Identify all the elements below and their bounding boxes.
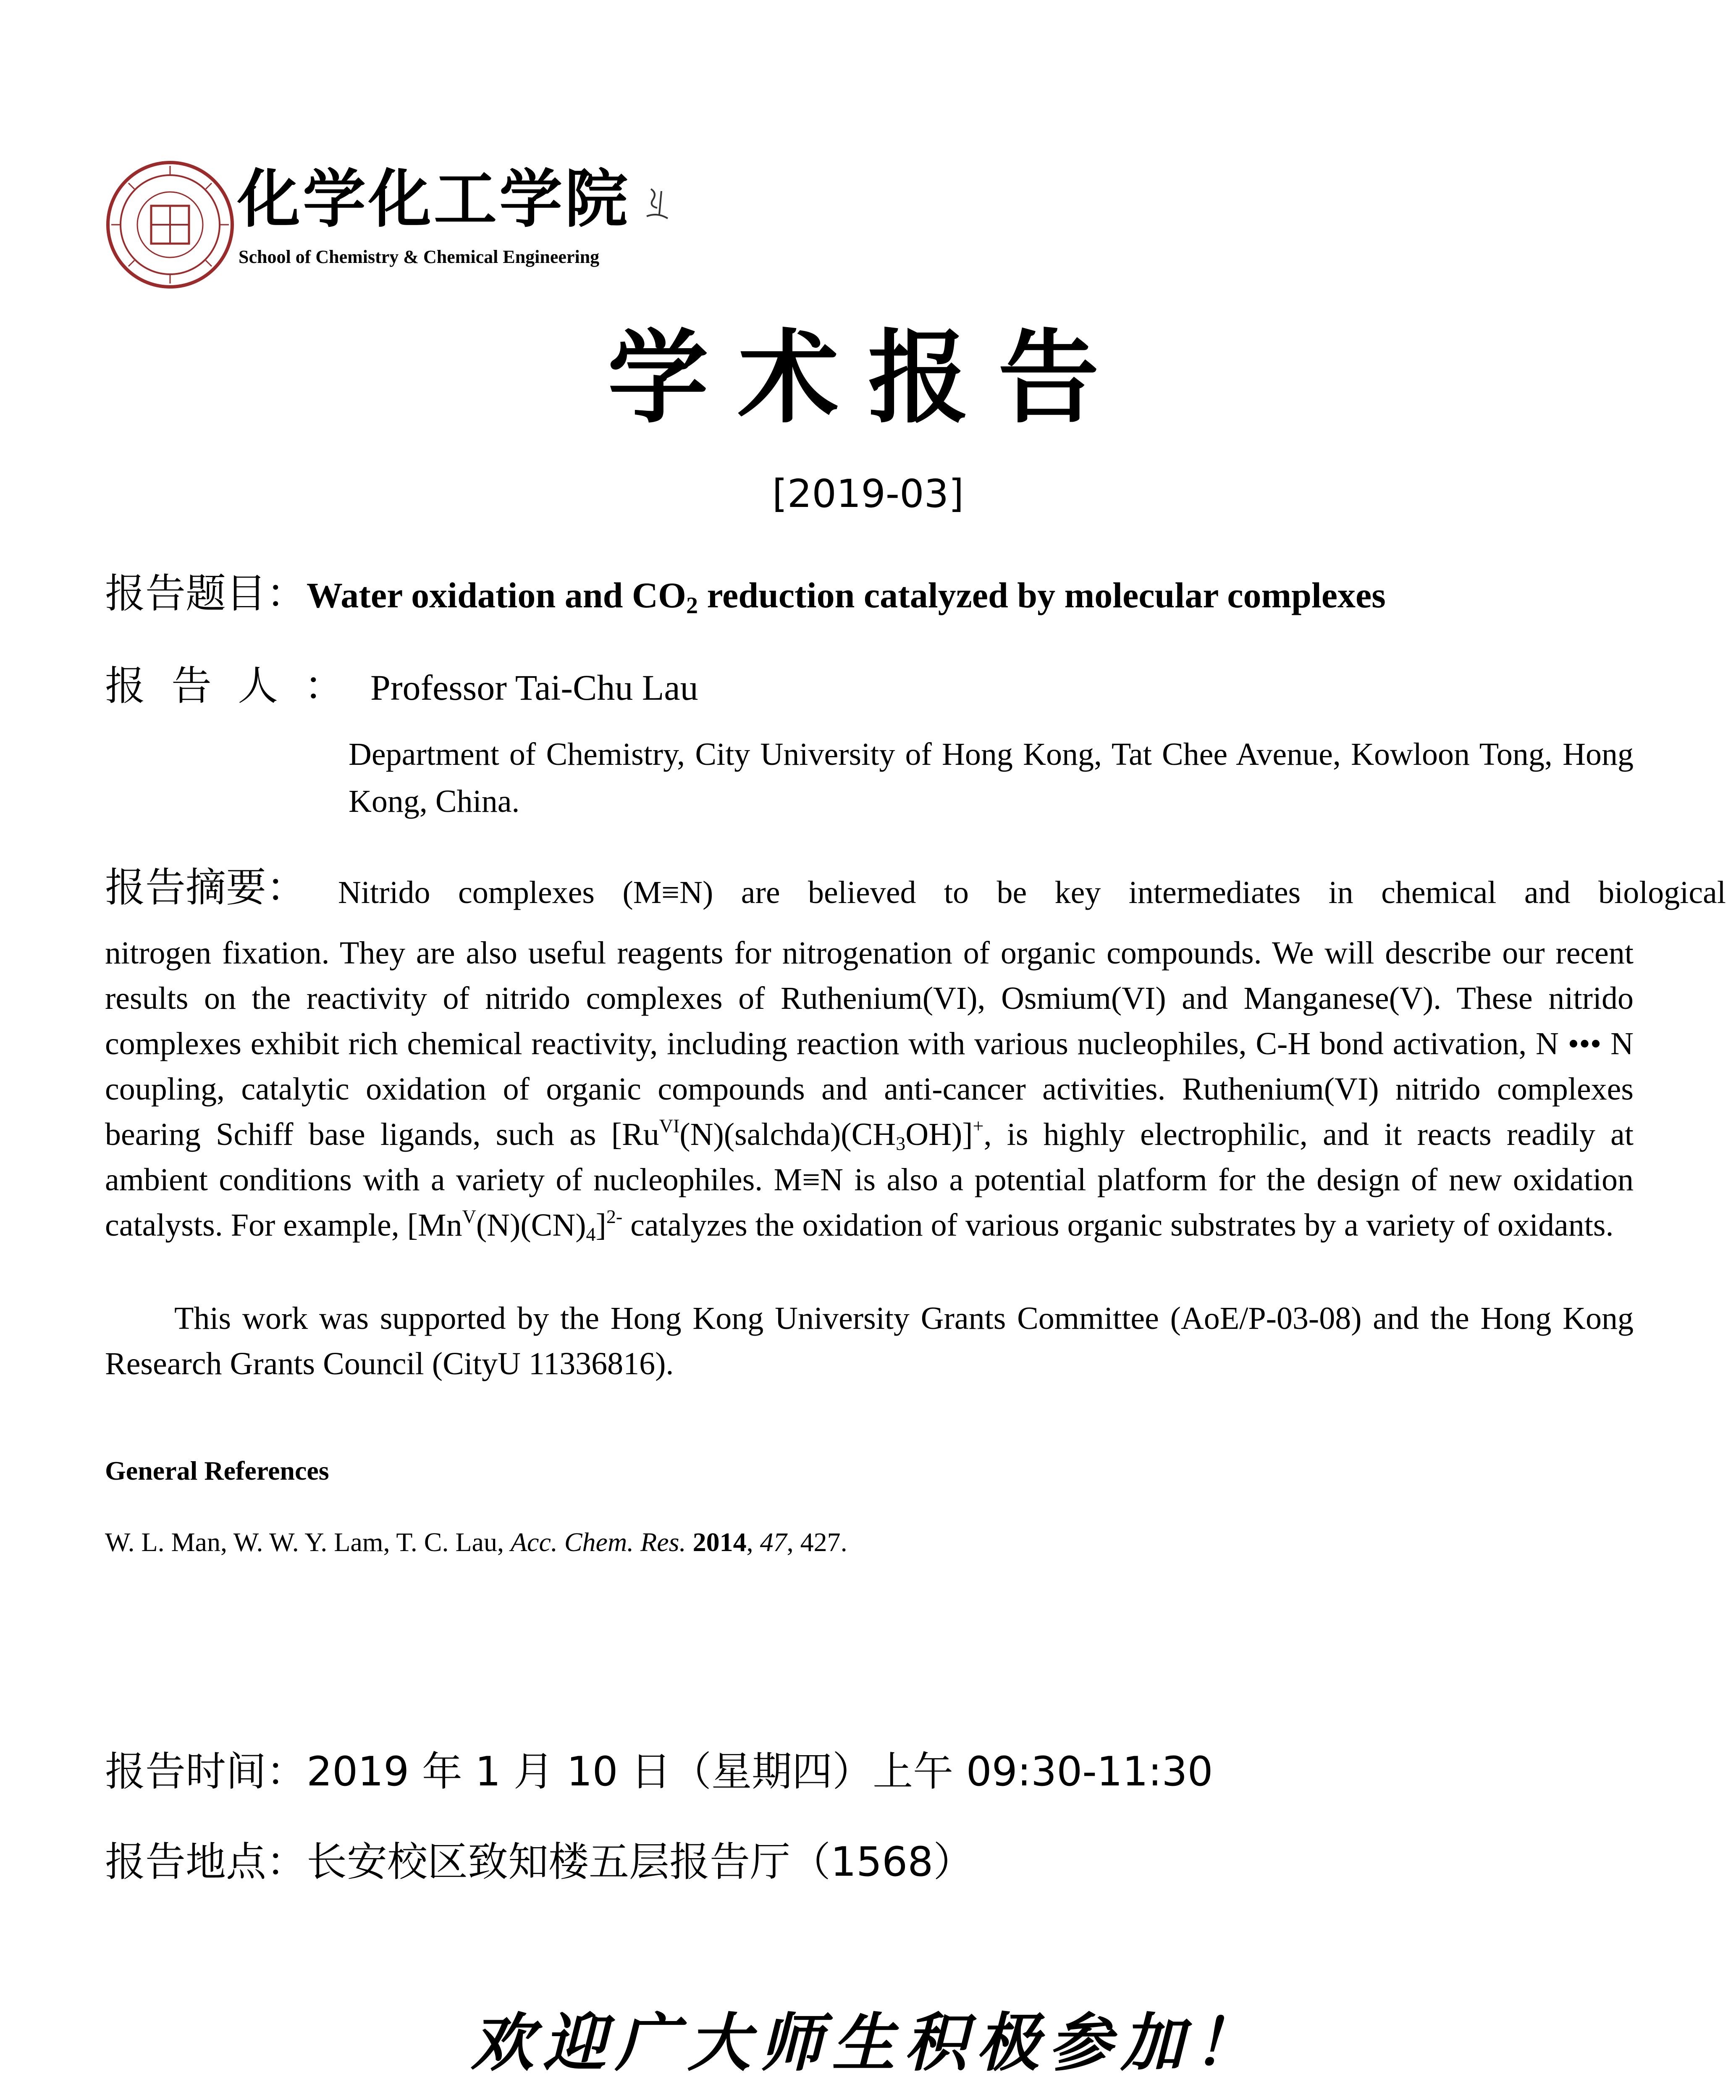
abstract-text-3: OH)]: [905, 1117, 973, 1152]
reference-journal: Acc. Chem. Res.: [510, 1527, 686, 1557]
speaker-row: [105, 662, 698, 709]
abstract-text-4: , is highly electrophilic, and it reacts readily at ambient conditions with a variety of nucleophiles. M≡N is also a potential platform for the design of new oxidation catalysts. For example, [Mn: [105, 1117, 1634, 1243]
title-label: 报告题目：: [105, 570, 307, 617]
place-row: [105, 1838, 974, 1885]
time-row: [105, 1748, 1213, 1795]
report-title: [307, 575, 1386, 619]
abstract-text-7: catalyzes the oxidation of various organic substrates by a variety of oxidants.: [622, 1208, 1614, 1243]
title-part-2: reduction catalyzed by molecular complexes: [698, 575, 1386, 615]
school-logo: [105, 160, 672, 298]
abstract-text-2: (N)(salchda)(CH: [679, 1117, 896, 1152]
reference-item: W. L. Man, W. W. Y. Lam, T. C. Lau, Acc. Chem. Res. 2014, 47, 427.: [105, 1527, 847, 1557]
acknowledgement: This work was supported by the Hong Kong University Grants Committee (AoE/P-03-08) and the Hong Kong Research Grants Council (CityU 11336816).: [105, 1301, 1634, 1381]
abstract-sub-2: 4: [586, 1223, 596, 1245]
abstract-first-line: Nitrido complexes (M≡N) are believed to be key intermediates in chemical and biological: [338, 875, 1726, 910]
school-name-cn: 化学化工学院: [237, 163, 631, 236]
report-number: [2019-03]: [772, 471, 964, 516]
references-heading: General References: [105, 1456, 329, 1486]
school-name-en: School of Chemistry & Chemical Engineering: [239, 247, 600, 267]
title-row: [105, 570, 1386, 619]
place-value: 长安校区致知楼五层报告厅（1568）: [307, 1838, 974, 1885]
title-part-1: Water oxidation and CO: [307, 575, 686, 615]
title-subscript: 2: [686, 593, 698, 619]
welcome-message: 欢迎广大师生积极参加！: [470, 2007, 1265, 2080]
university-seal-icon: [105, 160, 235, 290]
abstract-sup-4: 2-: [606, 1206, 623, 1227]
reference-year: 2014: [692, 1527, 747, 1557]
reference-authors: W. L. Man, W. W. Y. Lam, T. C. Lau,: [105, 1527, 511, 1557]
abstract-sub-1: 3: [896, 1133, 906, 1154]
abstract-text-5: (N)(CN): [476, 1208, 586, 1243]
time-label: 报告时间：: [105, 1748, 307, 1795]
page-heading: 学术报告: [608, 319, 1128, 437]
abstract-label: 报告摘要：: [105, 864, 307, 911]
reference-volume: 47: [760, 1527, 787, 1557]
reference-pages: , 427.: [787, 1527, 847, 1557]
speaker-name: Professor Tai-Chu Lau: [370, 667, 698, 708]
abstract-sup-2: +: [973, 1115, 984, 1137]
abstract-text-6: ]: [595, 1208, 606, 1243]
time-value: 2019 年 1 月 10 日（星期四）上午 09:30-11:30: [307, 1748, 1213, 1795]
abstract-row: [105, 864, 1726, 911]
speaker-affiliation: Department of Chemistry, City University of Hong Kong, Tat Chee Avenue, Kowloon Tong, Hong Kong, China.: [349, 737, 1634, 819]
abstract-sup-3: V: [462, 1206, 476, 1227]
abstract-sup-1: VI: [659, 1115, 680, 1137]
calligraphy-signature-icon: [642, 185, 672, 223]
abstract-text-1: nitrogen fixation. They are also useful reagents for nitrogenation of organic compounds. We will describe our recent results on the reactivity of nitrido complexes of Ruthenium(VI), Osmium(VI) and Manganese(V). These nitrido complexes exhibit rich chemical reactivity, including reaction with various nucleophiles, C-H bond activation, N ••• N coupling, catalytic oxidation of organic compounds and anti-cancer activities. Ruthenium(VI) nitrido complexes bearing Schiff base ligands, such as [Ru: [105, 935, 1634, 1152]
abstract-body: [105, 930, 1634, 1248]
speaker-label: 报告人：: [105, 662, 370, 709]
place-label: 报告地点：: [105, 1838, 307, 1885]
